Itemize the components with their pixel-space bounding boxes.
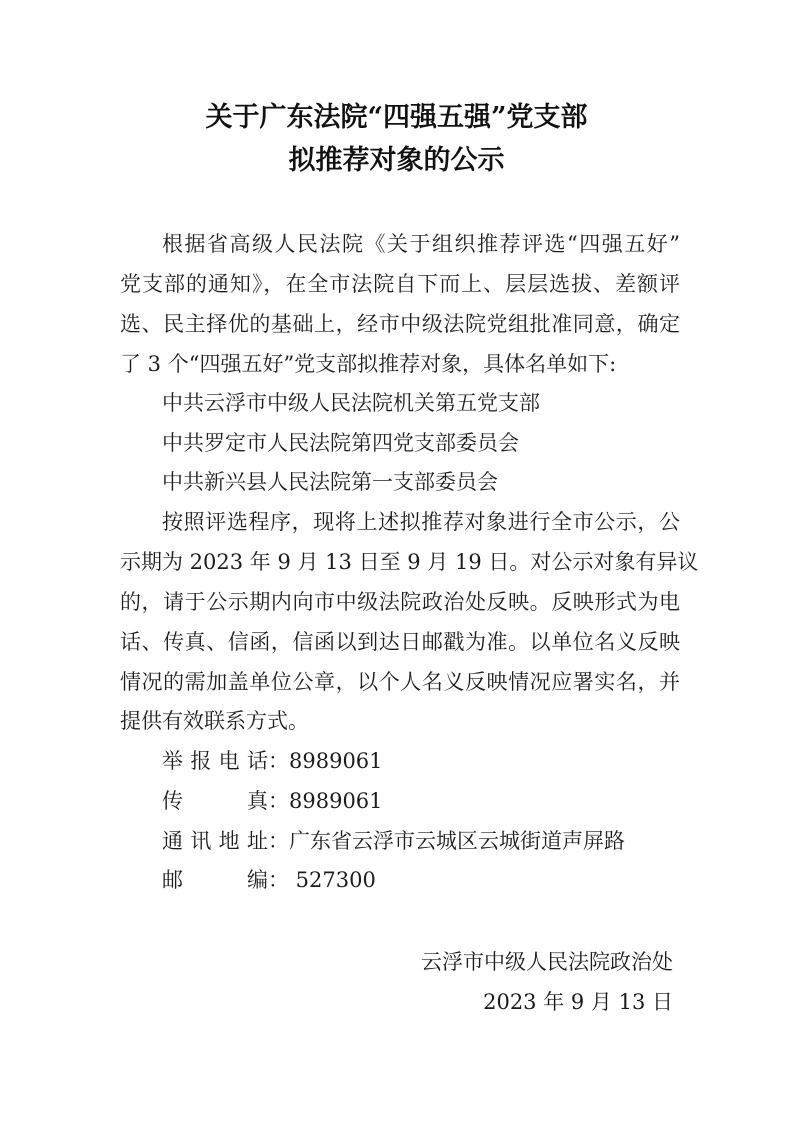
postcode-label: 邮编 [162,868,268,892]
fax-value: 8989061 [289,789,383,813]
phone-value: 8989061 [289,749,383,773]
address-colon: ： [268,829,289,853]
paragraph-2-line-5: 情况的需加盖单位公章，以个人名义反映情况应署实名，并 [120,670,680,694]
paragraph-1-line-4: 了 3 个“四强五好”党支部拟推荐对象，具体名单如下: [120,352,617,376]
paragraph-2-line-4: 话、传真、信函，信函以到达日邮戳为准。以单位名义反映 [120,630,680,654]
paragraph-2-line-6: 提供有效联系方式。 [120,709,309,733]
paragraph-2-line-1: 按照评选程序，现将上述拟推荐对象进行全市公示，公 [162,510,680,534]
postcode-colon: ： [268,868,289,892]
paragraph-1-line-3: 选、民主择优的基础上，经市中级法院党组批准同意，确定 [120,312,680,336]
fax-label: 传真 [162,789,268,813]
paragraph-1-line-1: 根据省高级人民法院《关于组织推荐评选“四强五好” [162,232,680,256]
contact-postcode [162,866,376,894]
address-label: 通讯地址 [162,829,268,853]
paragraph-2-line-3: 的，请于公示期内向市中级法院政治处反映。反映形式为电 [120,590,680,614]
contact-phone [162,747,383,775]
signature-org: 云浮市中级人民法院政治处 [421,950,673,974]
paragraph-1-line-2: 党支部的通知》，在全市法院自下而上、层层选拔、差额评 [120,272,680,296]
contact-address [162,827,625,855]
title-line-1: 关于广东法院“四强五强”党支部 [205,102,588,133]
address-value: 广东省云浮市云城区云城街道声屏路 [289,829,625,853]
paragraph-2-line-2: 示期为 2023 年 9 月 13 日至 9 月 19 日。对公示对象有异议 [120,550,699,574]
postcode-value: 527300 [289,868,376,892]
nominee-3: 中共新兴县人民法院第一支部委员会 [162,470,498,494]
title-line-2: 拟推荐对象的公示 [288,145,505,176]
fax-colon: ： [268,789,289,813]
phone-label: 举报电话 [162,749,268,773]
phone-colon: ： [268,749,289,773]
contact-fax [162,787,383,815]
nominee-2: 中共罗定市人民法院第四党支部委员会 [162,431,519,455]
nominee-1: 中共云浮市中级人民法院机关第五党支部 [162,391,540,415]
signature-date: 2023 年 9 月 13 日 [483,990,673,1014]
